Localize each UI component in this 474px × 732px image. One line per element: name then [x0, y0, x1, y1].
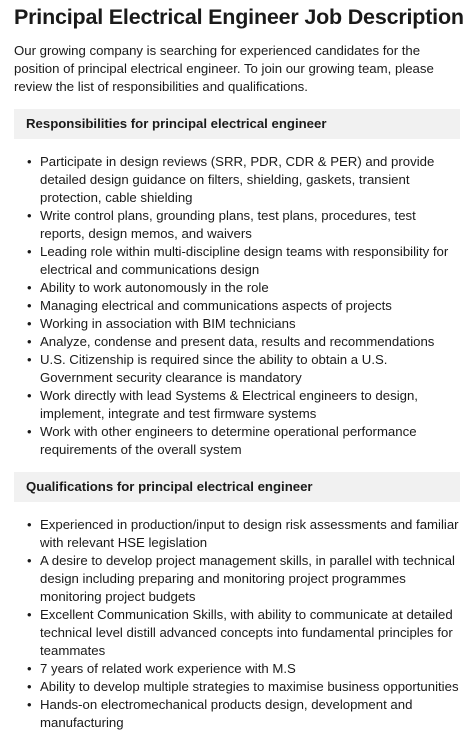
bullet-icon: •	[27, 280, 32, 295]
bullet-icon: •	[27, 298, 32, 313]
list-item-text: Working in association with BIM technicians	[40, 316, 296, 331]
bullet-icon: •	[27, 154, 32, 169]
bullet-icon: •	[27, 661, 32, 676]
bullet-icon: •	[27, 334, 32, 349]
list-item	[27, 387, 460, 423]
list-item	[27, 516, 460, 552]
list-item-text: Work directly with lead Systems & Electrical engineers to design, implement, integrate and test firmware systems	[40, 388, 418, 421]
list-item	[27, 678, 460, 696]
list-item-text: Write control plans, grounding plans, test plans, procedures, test reports, design memos, and waivers	[40, 208, 416, 241]
list-item	[27, 315, 460, 333]
list-item	[27, 552, 460, 606]
list-item-text: Participate in design reviews (SRR, PDR, CDR & PER) and provide detailed design guidance on filters, shielding, gaskets, transient protection, cable shielding	[40, 154, 435, 205]
bullet-icon: •	[27, 697, 32, 712]
list-item	[27, 660, 460, 678]
list-item-text: Work with other engineers to determine operational performance requirements of the overall system	[40, 424, 417, 457]
list-item	[27, 696, 460, 732]
list-item	[27, 333, 460, 351]
responsibilities-list	[14, 153, 460, 459]
list-item-text: Analyze, condense and present data, results and recommendations	[40, 334, 435, 349]
bullet-icon: •	[27, 352, 32, 367]
qualifications-heading: Qualifications for principal electrical engineer	[14, 472, 460, 502]
list-item-text: Ability to work autonomously in the role	[40, 280, 269, 295]
bullet-icon: •	[27, 679, 32, 694]
list-item	[27, 243, 460, 279]
bullet-icon: •	[27, 607, 32, 622]
list-item-text: Ability to develop multiple strategies to maximise business opportunities	[40, 679, 459, 694]
list-item-text: 7 years of related work experience with M.S	[40, 661, 296, 676]
list-item	[27, 351, 460, 387]
list-item-text: Hands-on electromechanical products design, development and manufacturing	[40, 697, 413, 730]
qualifications-list	[14, 516, 460, 732]
bullet-icon: •	[27, 388, 32, 403]
list-item-text: Managing electrical and communications aspects of projects	[40, 298, 392, 313]
responsibilities-heading: Responsibilities for principal electrical engineer	[14, 109, 460, 139]
list-item	[27, 207, 460, 243]
list-item-text: A desire to develop project management skills, in parallel with technical design including preparing and monitoring project programmes monitoring project budgets	[40, 553, 455, 604]
bullet-icon: •	[27, 424, 32, 439]
intro-paragraph: Our growing company is searching for experienced candidates for the position of principal electrical engineer. To join our growing team, please review the list of responsibilities and qualifications.	[14, 43, 434, 94]
bullet-icon: •	[27, 517, 32, 532]
list-item	[27, 279, 460, 297]
list-item-text: Excellent Communication Skills, with ability to communicate at detailed technical level distill advanced concepts into fundamental principles for teammates	[40, 607, 453, 658]
list-item	[27, 153, 460, 207]
list-item-text: Leading role within multi-discipline design teams with responsibility for electrical and communications design	[40, 244, 449, 277]
page-title: Principal Electrical Engineer Job Description	[14, 5, 464, 29]
bullet-icon: •	[27, 553, 32, 568]
bullet-icon: •	[27, 208, 32, 223]
list-item	[27, 606, 460, 660]
bullet-icon: •	[27, 244, 32, 259]
list-item	[27, 423, 460, 459]
list-item-text: U.S. Citizenship is required since the ability to obtain a U.S. Government security clearance is mandatory	[40, 352, 388, 385]
list-item-text: Experienced in production/input to design risk assessments and familiar with relevant HSE legislation	[40, 517, 459, 550]
bullet-icon: •	[27, 316, 32, 331]
list-item	[27, 297, 460, 315]
